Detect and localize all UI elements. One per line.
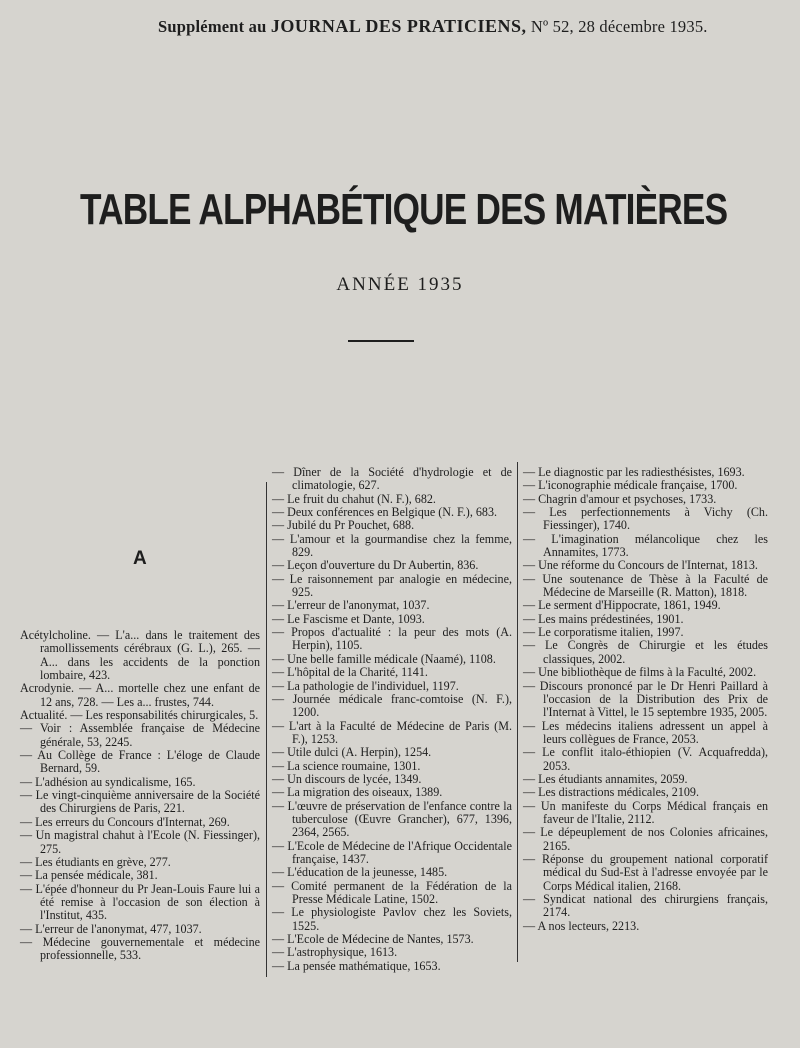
index-entry: — Les mains prédestinées, 1901. bbox=[523, 611, 684, 626]
index-entry: — L'astrophysique, 1613. bbox=[272, 945, 398, 960]
column-divider-1 bbox=[266, 482, 267, 977]
index-entry: — Une soutenance de Thèse à la Faculté de Médecine de Marseille (R. Matton), 1818. bbox=[523, 571, 768, 600]
header-prefix: Supplément au bbox=[158, 17, 267, 36]
index-entry: — La pensée médicale, 381. bbox=[20, 868, 158, 883]
index-column-1 bbox=[20, 629, 260, 963]
index-entry: — Les distractions médicales, 2109. bbox=[523, 785, 699, 800]
index-entry: — Une belle famille médicale (Naamé), 1108. bbox=[272, 651, 496, 666]
index-entry: — Utile dulci (A. Herpin), 1254. bbox=[272, 745, 432, 760]
index-entry: — Chagrin d'amour et psychoses, 1733. bbox=[523, 491, 717, 506]
index-entry: — Un magistral chahut à l'Ecole (N. Fiessinger), 275. bbox=[20, 828, 260, 856]
index-entry: — L'épée d'honneur du Pr Jean-Louis Faure lui a été remise à l'occasion de son élection à l'Institut, 435. bbox=[20, 881, 260, 923]
index-entry: — L'iconographie médicale française, 1700. bbox=[523, 478, 738, 493]
index-entry: — L'hôpital de la Charité, 1141. bbox=[272, 665, 428, 680]
index-entry: — Réponse du groupement national corporatif médical du Sud-Est à l'adresse envoyée par le Corps Médical italien, 2168. bbox=[523, 851, 768, 893]
index-entry: — Leçon d'ouverture du Dr Aubertin, 836. bbox=[272, 558, 479, 573]
index-entry: — Le physiologiste Pavlov chez les Soviets, 1525. bbox=[272, 905, 512, 933]
title-divider bbox=[348, 340, 414, 342]
index-entry: — A nos lecteurs, 2213. bbox=[523, 918, 640, 933]
index-entry: — Le dépeuplement de nos Colonies africaines, 2165. bbox=[523, 825, 768, 853]
section-letter: A bbox=[133, 548, 147, 569]
index-entry: — La pathologie de l'individuel, 1197. bbox=[272, 678, 459, 693]
index-entry: — Discours prononcé par le Dr Henri Paillard à l'occasion de la Distribution des Prix de l'Internat à Vittel, le 15 septembre 1935, 2005. bbox=[523, 678, 768, 720]
index-entry: — Un manifeste du Corps Médical français en faveur de l'Italie, 2112. bbox=[523, 798, 768, 826]
index-entry: — Le Fascisme et Dante, 1093. bbox=[272, 611, 425, 626]
index-entry: — Le fruit du chahut (N. F.), 682. bbox=[272, 491, 436, 506]
index-entry: — La pensée mathématique, 1653. bbox=[272, 958, 441, 973]
index-entry: — Une bibliothèque de films à la Faculté, 2002. bbox=[523, 665, 757, 680]
index-entry: — Les étudiants annamites, 2059. bbox=[523, 771, 688, 786]
index-entry: — L'art à la Faculté de Médecine de Paris (M. F.), 1253. bbox=[272, 718, 512, 746]
index-entry: — Les erreurs du Concours d'Internat, 269. bbox=[20, 814, 230, 829]
index-entry: — Le raisonnement par analogie en médecine, 925. bbox=[272, 571, 512, 600]
index-entry: — L'Ecole de Médecine de Nantes, 1573. bbox=[272, 932, 474, 947]
index-entry: — Syndicat national des chirurgiens français, 2174. bbox=[523, 892, 768, 920]
index-entry: — L'éducation de la jeunesse, 1485. bbox=[272, 865, 448, 880]
index-entry: — La migration des oiseaux, 1389. bbox=[272, 785, 443, 800]
index-entry: — L'Ecole de Médecine de l'Afrique Occidentale française, 1437. bbox=[272, 838, 512, 866]
index-entry: — Un discours de lycée, 1349. bbox=[272, 771, 422, 786]
index-entry: — Le serment d'Hippocrate, 1861, 1949. bbox=[523, 598, 721, 613]
index-entry: — Deux conférences en Belgique (N. F.), 683. bbox=[272, 505, 498, 520]
index-entry: — Les étudiants en grève, 277. bbox=[20, 854, 171, 869]
index-entry: — Médecine gouvernementale et médecine professionnelle, 533. bbox=[20, 934, 260, 963]
index-entry: — Le diagnostic par les radiesthésistes, 1693. bbox=[523, 465, 745, 479]
index-entry: — Propos d'actualité : la peur des mots (A. Herpin), 1105. bbox=[272, 625, 512, 653]
index-column-3 bbox=[523, 466, 768, 933]
index-entry: — Jubilé du Pr Pouchet, 688. bbox=[272, 518, 415, 533]
index-entry: — Le corporatisme italien, 1997. bbox=[523, 625, 684, 640]
page-header bbox=[158, 16, 768, 37]
index-column-2 bbox=[272, 466, 512, 973]
index-entry: — L'œuvre de préservation de l'enfance contre la tuberculose (Œuvre Grancher), 677, 1396, 2364, 2565. bbox=[272, 798, 512, 840]
index-entry: — Le conflit italo-éthiopien (V. Acquafredda), 2053. bbox=[523, 745, 768, 773]
index-entry: Acrodynie. — A... mortelle chez une enfant de 12 ans, 728. — Les a... frustes, 744. bbox=[20, 681, 260, 709]
index-entry: — Les médecins italiens adressent un appel à leurs collègues de France, 2053. bbox=[523, 718, 768, 746]
index-entry: — Journée médicale franc-comtoise (N. F.), 1200. bbox=[272, 691, 512, 720]
index-entry: — Les perfectionnements à Vichy (Ch. Fiessinger), 1740. bbox=[523, 505, 768, 533]
index-entry: — L'erreur de l'anonymat, 1037. bbox=[272, 598, 430, 613]
index-entry: — L'adhésion au syndicalisme, 165. bbox=[20, 774, 196, 789]
index-entry: — Voir : Assemblée française de Médecine générale, 53, 2245. bbox=[20, 721, 260, 749]
index-entry: — Une réforme du Concours de l'Internat, 1813. bbox=[523, 558, 758, 573]
index-entry: — Le Congrès de Chirurgie et les études classiques, 2002. bbox=[523, 638, 768, 666]
page-title: TABLE ALPHABÉTIQUE DES MATIÈRES bbox=[80, 185, 728, 234]
index-entry: — L'erreur de l'anonymat, 477, 1037. bbox=[20, 921, 202, 936]
journal-name: JOURNAL DES PRATICIENS, bbox=[270, 16, 527, 36]
issue-number: Nº 52, bbox=[530, 17, 574, 36]
index-entry: — Le vingt-cinquième anniversaire de la Société des Chirurgiens de Paris, 221. bbox=[20, 788, 260, 816]
issue-date: 28 décembre 1935. bbox=[578, 17, 708, 36]
column-divider-2 bbox=[517, 462, 518, 962]
index-entry: Acétylcholine. — L'a... dans le traitement des ramollissements cérébraux (G. L.), 265. — A... dans les accidents de la ponction lombaire, 423. bbox=[20, 628, 260, 683]
index-entry: — Dîner de la Société d'hydrologie et de climatologie, 627. bbox=[272, 465, 512, 493]
index-entry: — L'imagination mélancolique chez les Annamites, 1773. bbox=[523, 531, 768, 560]
index-entry: — L'amour et la gourmandise chez la femme, 829. bbox=[272, 531, 512, 560]
index-entry: — Au Collège de France : L'éloge de Claude Bernard, 59. bbox=[20, 748, 260, 776]
index-entry: — La science roumaine, 1301. bbox=[272, 758, 421, 773]
page-subtitle: ANNÉE 1935 bbox=[336, 274, 464, 295]
index-entry: — Comité permanent de la Fédération de la Presse Médicale Latine, 1502. bbox=[272, 878, 512, 906]
index-entry: Actualité. — Les responsabilités chirurgicales, 5. bbox=[20, 708, 259, 723]
